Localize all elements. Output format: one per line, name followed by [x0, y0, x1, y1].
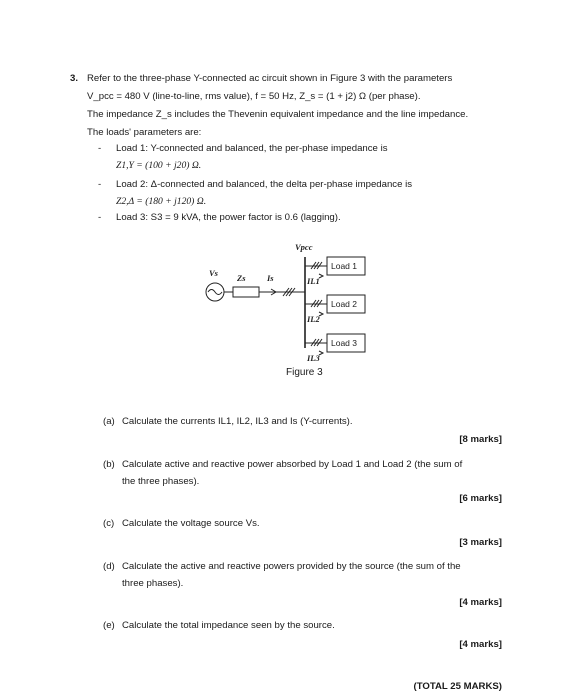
load-2-line-2: Z2,Δ = (180 + j120) Ω. — [116, 196, 207, 207]
part-e-label: (e) — [103, 620, 115, 631]
is-label: Is — [267, 273, 274, 283]
intro-line-1: Refer to the three-phase Y-connected ac circuit shown in Figure 3 with the parameters — [87, 73, 453, 84]
part-e-marks: [4 marks] — [459, 639, 502, 650]
vpcc-label: Vpcc — [295, 242, 313, 252]
il3-label: IL3 — [307, 353, 320, 363]
intro-line-2 — [87, 91, 421, 103]
load-1-label: Load 1 — [331, 261, 357, 271]
part-b-text-2: the three phases). — [122, 476, 200, 487]
zs-box — [233, 287, 259, 297]
intro-line-3: The impedance Z_s includes the Thevenin equivalent impedance and the line impedance. — [87, 109, 469, 120]
part-c-label: (c) — [103, 518, 115, 529]
part-e-text: Calculate the total impedance seen by the source. — [122, 620, 335, 631]
part-a-marks: [8 marks] — [459, 434, 502, 445]
load-2-label: Load 2 — [331, 299, 357, 309]
bullet-dash: - — [98, 179, 102, 190]
zs-label: Zs — [237, 273, 246, 283]
load-3-label: Load 3 — [331, 338, 357, 348]
intro-line-4: The loads' parameters are: — [87, 127, 202, 138]
load-3-line-1: Load 3: S3 = 9 kVA, the power factor is 0.6 (lagging). — [116, 212, 341, 223]
il1-label: IL1 — [307, 276, 320, 286]
ac-source-wave — [208, 290, 222, 295]
load-1-line-2: Z1,Y = (100 + j20) Ω. — [116, 160, 202, 171]
part-d-text-2: three phases). — [122, 578, 184, 589]
question-number: 3. — [70, 73, 79, 84]
load-2-line-1: Load 2: Δ-connected and balanced, the delta per-phase impedance is — [116, 179, 413, 190]
bullet-dash: - — [98, 143, 102, 154]
intro-line-2-text: V_pcc = 480 V (line-to-line, rms value), f = 50 Hz, Z_s = (1 + j2) Ω (per phase). — [87, 91, 421, 102]
part-b-marks: [6 marks] — [459, 493, 502, 504]
il2-label: IL2 — [307, 314, 320, 324]
figure-caption: Figure 3 — [286, 367, 323, 378]
part-d-label: (d) — [103, 561, 115, 572]
part-b-label: (b) — [103, 459, 115, 470]
bullet-dash: - — [98, 212, 102, 223]
total-marks: (TOTAL 25 MARKS) — [413, 681, 502, 692]
part-c-text: Calculate the voltage source Vs. — [122, 518, 260, 529]
part-b-text-1: Calculate active and reactive power absorbed by Load 1 and Load 2 (the sum of — [122, 459, 463, 470]
vs-label: Vs — [209, 268, 218, 278]
part-c-marks: [3 marks] — [459, 537, 502, 548]
load-1-line-1: Load 1: Y-connected and balanced, the per-phase impedance is — [116, 143, 388, 154]
part-d-text-1: Calculate the active and reactive powers provided by the source (the sum of the — [122, 561, 461, 572]
circuit-diagram — [195, 240, 375, 375]
part-a-label: (a) — [103, 416, 115, 427]
part-a-text: Calculate the currents IL1, IL2, IL3 and Is (Y-currents). — [122, 416, 353, 427]
part-d-marks: [4 marks] — [459, 597, 502, 608]
